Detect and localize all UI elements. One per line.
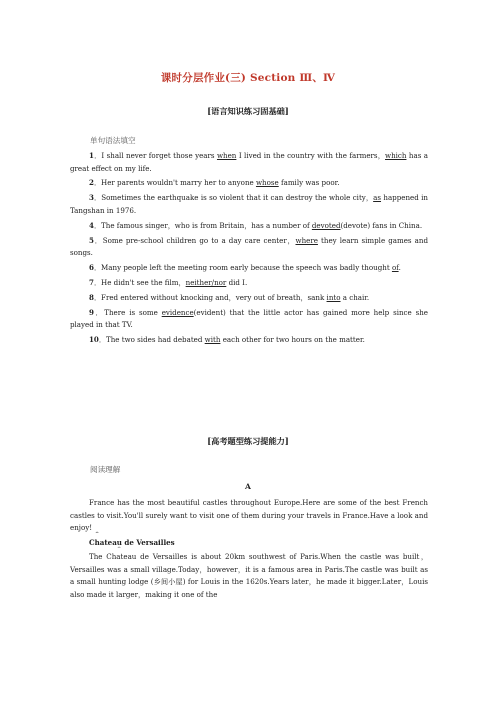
answer-word: when	[216, 151, 237, 160]
passage-subheading	[89, 530, 428, 553]
item-text: (evident) that the little actor has gained more help since she played in that TV.	[70, 307, 428, 330]
passage-paragraph: The Chateau de Versailles is about 20km southwest of Paris.When the castle was built，Versailles was a small village.Today，however，it is a famous area in Paris.The castle was built as a small hunting lodge (乡间小屋) for Louis in the 1620s.Years later，he made it bigger.Later，Louis also made it larger，making it one of the	[70, 552, 428, 599]
item-text: family was poor.	[278, 178, 340, 188]
item-text: ．Her parents wouldn't marry her to anyone	[93, 178, 256, 188]
accent-mark: ^	[95, 530, 100, 537]
exercise-label-reading: 阅读理解	[90, 465, 121, 474]
exercise-item	[70, 307, 428, 332]
item-text: a chair.	[340, 292, 370, 302]
item-text: ．Some pre-school children go to a day care center，	[93, 235, 296, 245]
item-number: 1	[89, 151, 94, 160]
item-text: I lived in the country with the farmers，	[236, 151, 386, 160]
reading-passage	[70, 497, 428, 604]
exercise-item	[70, 334, 428, 347]
answer-word: whose	[255, 178, 279, 188]
item-text: (devote) fans in China.	[340, 220, 423, 230]
answer-word: neither/nor	[185, 277, 227, 287]
subheading-text: Chateau de Versailles	[89, 537, 175, 547]
item-number: 4	[89, 220, 94, 230]
item-text: ．Sometimes the earthquake is so violent that it can destroy the whole city，	[93, 193, 374, 203]
item-text: they learn simple games and songs.	[70, 235, 429, 258]
answer-word: of	[391, 262, 399, 272]
answer-word: which	[385, 151, 407, 160]
answer-word: with	[204, 335, 221, 345]
item-text: each other for two hours on the matter.	[220, 335, 365, 345]
section-heading-language: [语言知识练习固基础]	[207, 106, 289, 116]
item-text: ．The two sides had debated	[98, 335, 205, 345]
exercise-item	[70, 292, 428, 305]
item-text: .	[398, 262, 401, 272]
grammar-exercise-list	[70, 150, 428, 349]
answer-word: devoted	[311, 220, 341, 230]
item-text: did I.	[226, 277, 248, 287]
item-text: happened in Tangshan in 1976.	[70, 193, 428, 215]
passage-intro: France has the most beautiful castles throughout Europe.Here are some of the best French castles to visit.You'll surely want to visit one of them during your travels in France.Have a look and enjoy!	[70, 498, 428, 532]
item-text: ．Fred entered without knocking and，very out of breath，sank	[93, 292, 327, 302]
exercise-label-grammar: 单句语法填空	[90, 136, 136, 145]
item-number: 3	[89, 193, 94, 203]
item-number: 6	[89, 262, 94, 272]
exercise-item	[70, 220, 428, 233]
exercise-item	[70, 277, 428, 290]
item-text: ．There is some	[93, 307, 162, 317]
item-number: 7	[89, 277, 94, 287]
answer-word: into	[326, 292, 341, 302]
item-number: 9	[89, 307, 94, 317]
accent-mark-2: ^	[117, 546, 122, 553]
answer-word: where	[295, 235, 318, 245]
item-text: has a great effect on my life.	[70, 151, 428, 173]
exercise-item	[70, 262, 428, 275]
item-text: ．I shall never forget those years	[93, 151, 217, 160]
item-number: 10	[89, 335, 99, 345]
item-number: 8	[89, 292, 94, 302]
exercise-item	[70, 150, 428, 175]
answer-word: as	[373, 193, 382, 203]
page-title: 课时分层作业(三) Section Ⅲ、Ⅳ	[160, 72, 336, 84]
item-number: 2	[89, 178, 94, 188]
exercise-item	[70, 177, 428, 190]
exercise-item	[70, 235, 428, 260]
exercise-item	[70, 192, 428, 217]
answer-word: evidence	[161, 307, 194, 317]
item-text: ．Many people left the meeting room early because the speech was badly thought	[93, 262, 392, 272]
item-text: ．The famous singer，who is from Britain，has a number of	[93, 220, 312, 230]
item-number: 5	[89, 235, 94, 245]
passage-letter: A	[245, 482, 251, 491]
item-text: ．He didn't see the film，	[93, 277, 186, 287]
section-heading-exam: [高考题型练习提能力]	[207, 436, 289, 446]
